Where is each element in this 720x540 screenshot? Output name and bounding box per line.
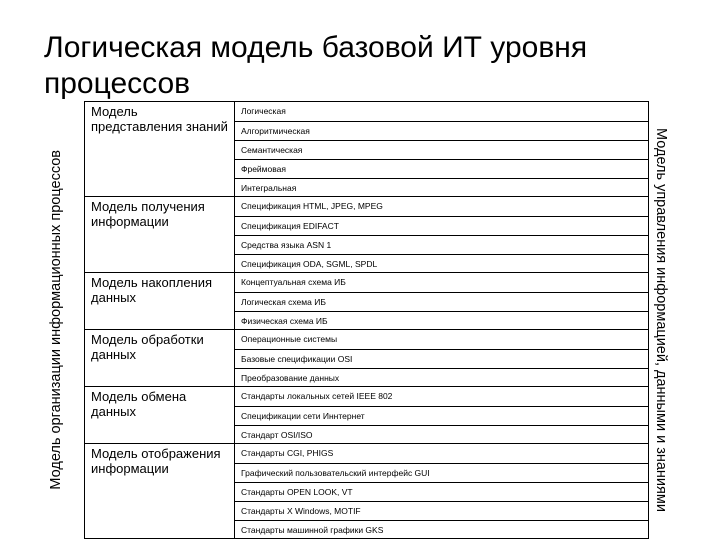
spec-item: Стандарты машинной графики GKS [234,520,648,539]
model-group [85,443,648,538]
model-name: Модель накопления данных [91,275,213,305]
spec-item: Стандарты локальных сетей IEEE 802 [241,391,393,401]
model-group [85,329,648,386]
process-model-table [84,101,649,539]
model-name: Модель обмена данных [91,389,187,419]
model-group [85,101,648,196]
right-vertical-label-text: Модель управления информацией, данными и знаниями [653,128,669,512]
left-vertical-label [46,101,66,539]
spec-item: Спецификации сети Иннтернет [234,406,648,425]
spec-item: Стандарт OSI/ISO [234,425,648,444]
model-group [85,272,648,329]
spec-item: Графический пользовательский интерфейс GUI [234,463,648,482]
spec-item: Стандарты OPEN LOOK, VT [234,482,648,501]
spec-item: Спецификация HTML, JPEG, MPEG [241,201,383,211]
spec-item: Семантическая [234,140,648,159]
model-name: Модель получения информации [91,199,205,229]
spec-item: Интегральная [234,178,648,197]
model-name: Модель отображения информации [91,446,221,476]
model-group [85,386,648,443]
spec-item: Физическая схема ИБ [234,311,648,330]
model-name: Модель представления знаний [91,104,228,134]
spec-item: Фреймовая [234,159,648,178]
spec-item: Алгоритмическая [234,121,648,140]
spec-item: Средства языка ASN 1 [234,235,648,254]
model-name: Модель обработки данных [91,332,204,362]
left-vertical-label-text: Модель организации информационных процессов [48,150,64,490]
spec-item: Спецификация ODA, SGML, SPDL [234,254,648,273]
spec-item: Концептуальная схема ИБ [241,277,346,287]
page-title: Логическая модель базовой ИТ уровня процессов [44,31,588,100]
spec-item: Логическая схема ИБ [234,292,648,311]
spec-item: Стандарты CGI, PHIGS [241,448,334,458]
model-group [85,196,648,272]
table-bottom-border [85,538,648,539]
spec-item: Стандарты X Windows, MOTIF [234,501,648,520]
spec-item: Преобразование данных [234,368,648,387]
spec-item: Базовые спецификации OSI [234,349,648,368]
spec-item: Спецификация EDIFACT [234,216,648,235]
spec-item: Логическая [241,106,286,116]
right-vertical-label [651,101,671,539]
spec-item: Операционные системы [241,334,338,344]
